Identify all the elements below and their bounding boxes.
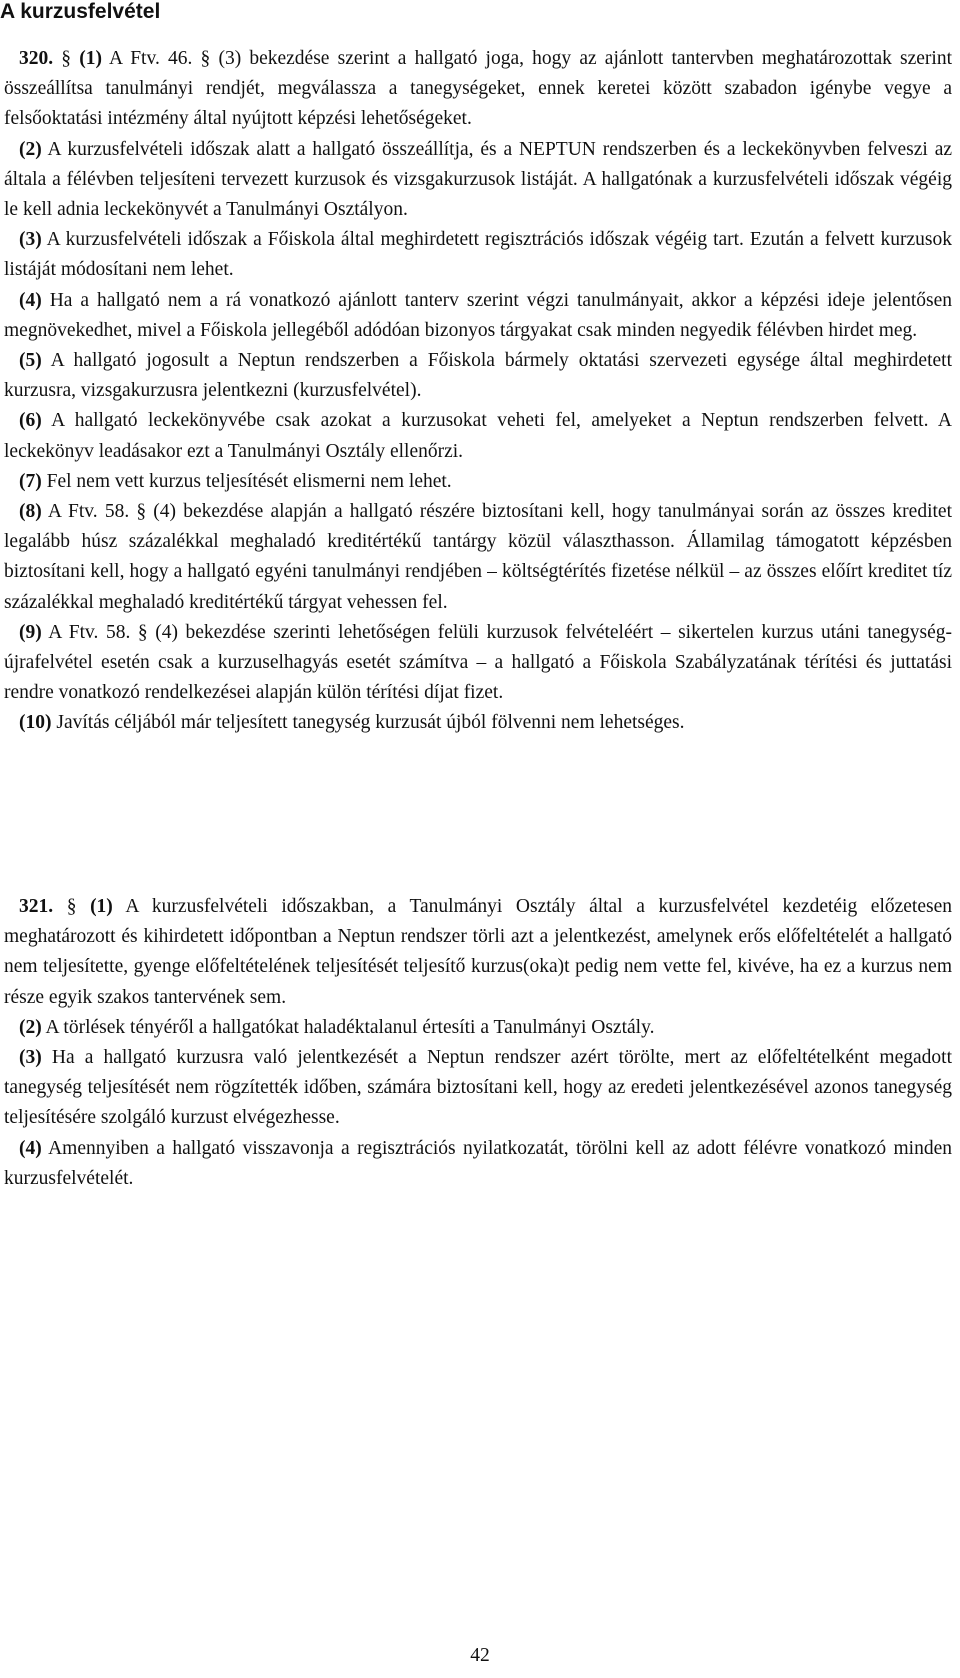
paragraph-mark: (1) (90, 896, 113, 917)
paragraph-text: Ha a hallgató kurzusra való jelentkezését a Neptun rendszer azért törölte, mert az előfeltételként megadott tanegység teljesítését nem rögzítették időben, számára biztosítani kell, hogy az eredeti jelentkezésével azonos tanegység teljesítésére szolgáló kurzust elvégezhesse. (4, 1047, 952, 1129)
paragraph-text: Ha a hallgató nem a rá vonatkozó ajánlott tanterv szerint végzi tanulmányait, akkor a képzési ideje jelentősen megnövekedhet, mivel a Főiskola jellegéből adódóan bizonyos tárgyakat csak minden negyedik félévben hirdet meg. (4, 289, 952, 341)
paragraph-text: A Ftv. 58. § (4) bekezdése szerinti lehetőségen felüli kurzusok felvételéért – sikertelen kurzus utáni tanegység-újrafelvétel esetén csak a kurzuselhagyás esetét számítva – a hallgató a Főiskola Szabályzatának térítési és juttatási rendre vonatkozó rendelkezései alapján külön térítési díjat fizet. (4, 621, 952, 704)
paragraph-320-2 (4, 135, 952, 226)
paragraph-320-6 (4, 406, 952, 466)
paragraph-mark: (6) (19, 410, 42, 432)
paragraph-321-1: 321. § (1) A kurzusfelvételi időszakban, a Tanulmányi Osztály által a kurzusfelvétel kezdetéig előzetesen meghatározott és kihirdetett időpontban a Neptun rendszer törli azt a jelentkezést, amelynek erős előfeltételét a hallgató nem teljesítette, gyenge előfeltételének teljesítését teljesítő kurzus(oka)t pedig nem vette fel, kivéve, ha ez a kurzus nem része egyik szakos tantervének sem. (4, 896, 953, 1008)
section-321 (4, 892, 952, 1194)
paragraph-320-8 (4, 497, 952, 618)
paragraph-text: A Ftv. 46. § (3) bekezdése szerint a hallgató joga, hogy az ajánlott tantervben meghatározottak szerint összeállítsa tanulmányi rendjét, megválassza a tanegységeket, ennek keretei között szabadon igénybe vegye a felsőoktatási intézmény által nyújtott képzési lehetőségeket. (4, 48, 952, 130)
paragraph-text: A kurzusfelvételi időszak alatt a hallgató összeállítja, és a NEPTUN rendszerben és a leckekönyvben felveszi az általa a félévben teljesíteni tervezett kurzusok és vizsgakurzusok listáját. A hallgatónak a kurzusfelvételi időszak végéig le kell adnia leckekönyvét a Tanulmányi Osztályon. (4, 138, 952, 221)
paragraph-mark: (9) (19, 621, 42, 643)
paragraph-320-10 (4, 708, 952, 738)
paragraph-mark: (1) (79, 48, 102, 69)
paragraph-text: A kurzusfelvételi időszak a Főiskola által meghirdetett regisztrációs időszak végéig tart. Ezután a felvett kurzusok listáját módosítani nem lehet. (4, 229, 952, 281)
paragraph-mark: (8) (19, 501, 42, 523)
paragraph-text: Amennyiben a hallgató visszavonja a regisztrációs nyilatkozatát, törölni kell az adott félévre vonatkozó minden kurzusfelvételét. (4, 1137, 952, 1189)
paragraph-mark: (3) (19, 1047, 42, 1069)
paragraph-text: A törlések tényéről a hallgatókat haladéktalanul értesíti a Tanulmányi Osztály. (41, 1016, 655, 1038)
paragraph-text: A kurzusfelvételi időszakban, a Tanulmányi Osztály által a kurzusfelvétel kezdetéig előzetesen meghatározott és kihirdetett időpontban a Neptun rendszer törli azt a jelentkezést, amelynek erős előfeltételét a hallgató nem teljesítette, gyenge előfeltételének teljesítését teljesítő kurzus(oka)t pedig nem vette fel, kivéve, ha ez a kurzus nem része egyik szakos tantervének sem. (4, 896, 953, 1008)
paragraph-mark: (5) (19, 350, 42, 372)
paragraph-text: Javítás céljából már teljesített tanegység kurzusát újból fölvenni nem lehetséges. (51, 712, 685, 734)
paragraph-text: A hallgató leckekönyvébe csak azokat a kurzusokat veheti fel, amelyeket a Neptun rendszerben felvett. A leckekönyv leadásakor ezt a Tanulmányi Osztály ellenőrzi. (4, 410, 952, 462)
paragraph-320-5 (4, 346, 952, 406)
paragraph-mark: (4) (19, 1137, 42, 1159)
paragraph-mark: (2) (19, 138, 42, 160)
paragraph-320-3 (4, 225, 952, 285)
paragraph-mark: (4) (19, 289, 42, 311)
paragraph-mark: (10) (19, 712, 52, 734)
section-320 (4, 44, 952, 739)
paragraph-320-1: 320. § (1) A Ftv. 46. § (3) bekezdése szerint a hallgató joga, hogy az ajánlott tantervben meghatározottak szerint összeállítsa tanulmányi rendjét, megválassza a tanegységeket, ennek keretei között szabadon igénybe vegye a felsőoktatási intézmény által nyújtott képzési lehetőségeket. (4, 48, 952, 130)
paragraph-text: A hallgató jogosult a Neptun rendszerben a Főiskola bármely oktatási szervezeti egysége által meghirdetett kurzusra, vizsgakurzusra jelentkezni (kurzusfelvétel). (4, 350, 952, 402)
paragraph-text: A Ftv. 58. § (4) bekezdése alapján a hallgató részére biztosítani kell, hogy tanulmányai során az összes kreditet legalább húsz százalékkal meghaladó kreditértékű tantárgy közül választhasson. Államilag támogatott képzésben biztosítani kell, hogy a hallgató egyéni tanulmányi rendjében – költségtérítés fizetése nélkül – az összes előírt kreditet tíz százalékkal meghaladó kreditértékű tárgyat vehessen fel. (4, 501, 952, 613)
paragraph-321-2 (4, 1013, 952, 1043)
page-number: 42 (470, 1645, 490, 1666)
section-number-321: 321. (19, 896, 54, 917)
paragraph-text: Fel nem vett kurzus teljesítését elismerni nem lehet. (41, 470, 452, 492)
paragraph-321-4 (4, 1134, 952, 1194)
paragraph-320-4 (4, 286, 952, 346)
section-heading: A kurzusfelvétel (0, 0, 161, 23)
paragraph-mark: (2) (19, 1016, 42, 1038)
section-number-320: 320. (19, 48, 54, 69)
paragraph-320-9 (4, 618, 952, 709)
paragraph-320-7 (4, 467, 952, 497)
paragraph-321-3 (4, 1043, 952, 1134)
paragraph-mark: (7) (19, 470, 42, 492)
paragraph-mark: (3) (19, 229, 42, 251)
